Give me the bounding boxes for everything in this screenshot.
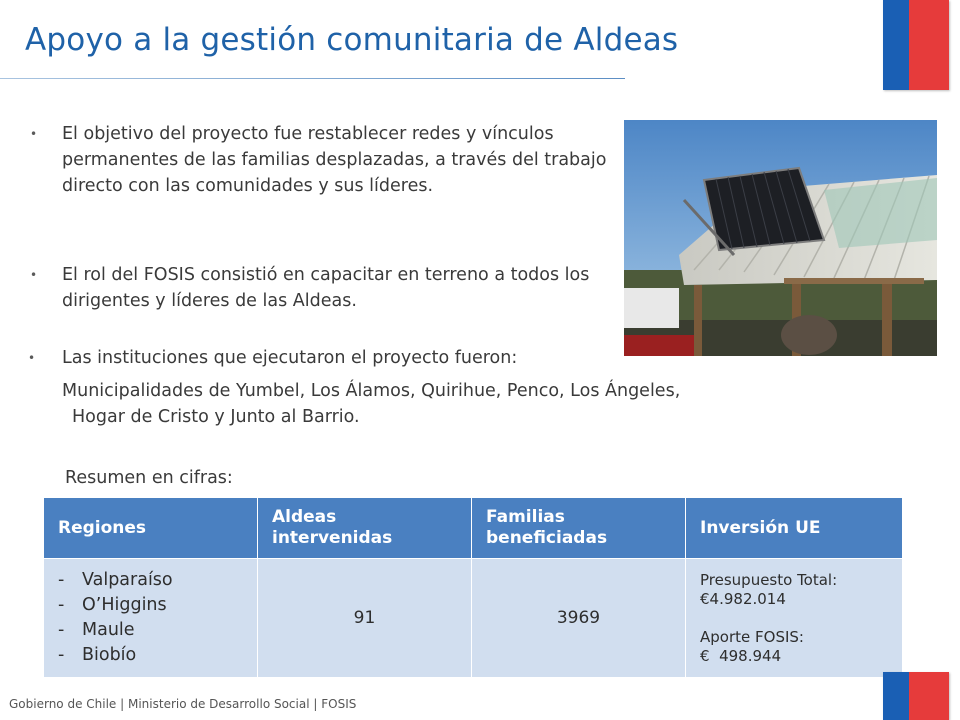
familias-value: 3969 xyxy=(472,559,686,678)
spacer xyxy=(700,609,888,628)
dash-icon: - xyxy=(58,570,65,590)
flag-blue-band xyxy=(883,0,909,90)
region-name: Valparaíso xyxy=(82,570,173,590)
bullet-instituciones xyxy=(28,345,632,371)
summary-header-row xyxy=(44,498,903,559)
region-name: O’Higgins xyxy=(82,595,167,615)
header-familias: Familias beneficiadas xyxy=(472,498,686,559)
solar-panel-roof-photo xyxy=(624,120,937,356)
dash-icon: - xyxy=(58,645,65,665)
chile-flag-logo xyxy=(883,0,949,90)
regions-list xyxy=(58,568,243,668)
title-divider xyxy=(0,78,625,79)
dash-icon: - xyxy=(58,620,65,640)
bullet-rol-fosis-text: El rol del FOSIS consistió en capacitar en terreno a todos los dirigentes y líderes de las Aldeas. xyxy=(62,265,590,311)
bullet-objetivo-text: El objetivo del proyecto fue restablecer redes y vínculos permanentes de las familias desplazadas, a través del trabajo directo con las comunidades y sus líderes. xyxy=(62,124,607,196)
instituciones-list xyxy=(62,378,842,430)
header-regiones: Regiones xyxy=(44,498,258,559)
footer-text: Gobierno de Chile | Ministerio de Desarrollo Social | FOSIS xyxy=(9,697,357,711)
flag-blue-band xyxy=(883,672,909,720)
bullet-dot-icon: • xyxy=(28,351,36,365)
bullet-objetivo xyxy=(30,121,617,199)
bullet-rol-fosis xyxy=(30,262,622,314)
header-inversion: Inversión UE xyxy=(686,498,903,559)
bullet-instituciones-text: Las instituciones que ejecutaron el proyecto fueron: xyxy=(62,348,518,368)
region-name: Biobío xyxy=(82,645,137,665)
presupuesto-value: €4.982.014 xyxy=(700,589,786,608)
flag-red-band xyxy=(909,672,949,720)
table-row xyxy=(44,559,903,678)
list-item xyxy=(58,593,243,618)
dash-icon: - xyxy=(58,595,65,615)
aporte-value: € 498.944 xyxy=(700,646,782,665)
header-aldeas: Aldeas intervenidas xyxy=(258,498,472,559)
chile-flag-footer-logo xyxy=(883,672,949,720)
list-item xyxy=(58,618,243,643)
presupuesto-label: Presupuesto Total: xyxy=(700,570,838,589)
region-name: Maule xyxy=(82,620,135,640)
list-item xyxy=(58,568,243,593)
flag-red-band xyxy=(909,0,949,90)
summary-heading: Resumen en cifras: xyxy=(65,468,233,488)
list-item xyxy=(58,643,243,668)
bullet-dot-icon: • xyxy=(30,127,38,141)
instituciones-line-2: Hogar de Cristo y Junto al Barrio. xyxy=(72,407,360,427)
summary-table xyxy=(43,497,903,678)
inversion-cell xyxy=(686,559,903,678)
regions-cell xyxy=(44,559,258,678)
page-title: Apoyo a la gestión comunitaria de Aldeas xyxy=(25,22,679,58)
aldeas-value: 91 xyxy=(258,559,472,678)
bullet-dot-icon: • xyxy=(30,268,38,282)
instituciones-line-1: Municipalidades de Yumbel, Los Álamos, Quirihue, Penco, Los Ángeles, xyxy=(62,381,681,401)
aporte-label: Aporte FOSIS: xyxy=(700,627,804,646)
solar-panel-illustration xyxy=(624,120,937,356)
